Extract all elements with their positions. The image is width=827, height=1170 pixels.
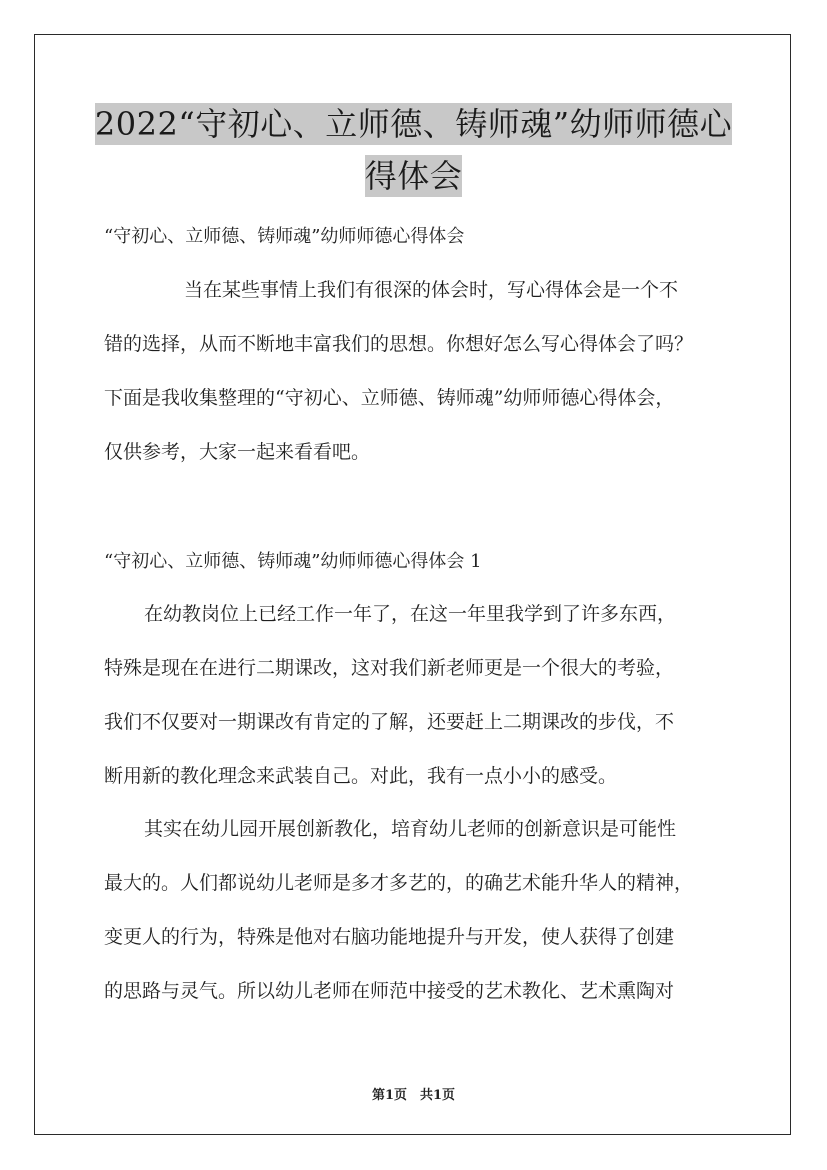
intro-paragraph — [104, 263, 730, 479]
section1-paragraph-1 — [104, 587, 730, 803]
intro-line: 当在某些事情上我们有很深的体会时，写心得体会是一个不 — [184, 279, 679, 301]
section1-paragraph-2 — [104, 802, 730, 1018]
intro-line: 下面是我收集整理的“守初心、立师德、铸师魂”幼师师德心得体会， — [104, 387, 675, 409]
title-line-1: 2022“守初心、立师德、铸师魂”幼师师德心 — [94, 105, 733, 143]
paragraph-line: 最大的。人们都说幼儿老师是多才多艺的，的确艺术能升华人的精神， — [104, 872, 694, 894]
intro-line: 错的选择，从而不断地丰富我们的思想。你想好怎么写心得体会了吗？ — [104, 333, 694, 355]
paragraph-line: 的思路与灵气。所以幼儿老师在师范中接受的艺术教化、艺术熏陶对 — [104, 980, 675, 1002]
page-number-footer: 第1页 共1页 — [371, 1088, 456, 1103]
paragraph-line: 我们不仅要对一期课改有肯定的了解，还要赶上二期课改的步伐，不 — [104, 711, 675, 733]
paragraph-line: 特殊是现在在进行二期课改，这对我们新老师更是一个很大的考验， — [104, 657, 675, 679]
title-line-2: 得体会 — [364, 157, 463, 195]
paragraph-line: 在幼教岗位上已经工作一年了，在这一年里我学到了许多东西， — [144, 603, 677, 625]
paragraph-line: 变更人的行为，特殊是他对右脑功能地提升与开发，使人获得了创建 — [104, 926, 675, 948]
paragraph-line: 其实在幼儿园开展创新教化，培育幼儿老师的创新意识是可能性 — [144, 818, 677, 840]
paragraph-line: 断用新的教化理念来武装自己。对此，我有一点小小的感受。 — [104, 765, 618, 787]
intro-line: 仅供参考，大家一起来看看吧。 — [104, 441, 371, 463]
document-title — [0, 98, 827, 202]
document-subtitle: “守初心、立师德、铸师魂”幼师师德心得体会 — [104, 226, 465, 247]
section-heading: “守初心、立师德、铸师魂”幼师师德心得体会 1 — [104, 551, 482, 572]
